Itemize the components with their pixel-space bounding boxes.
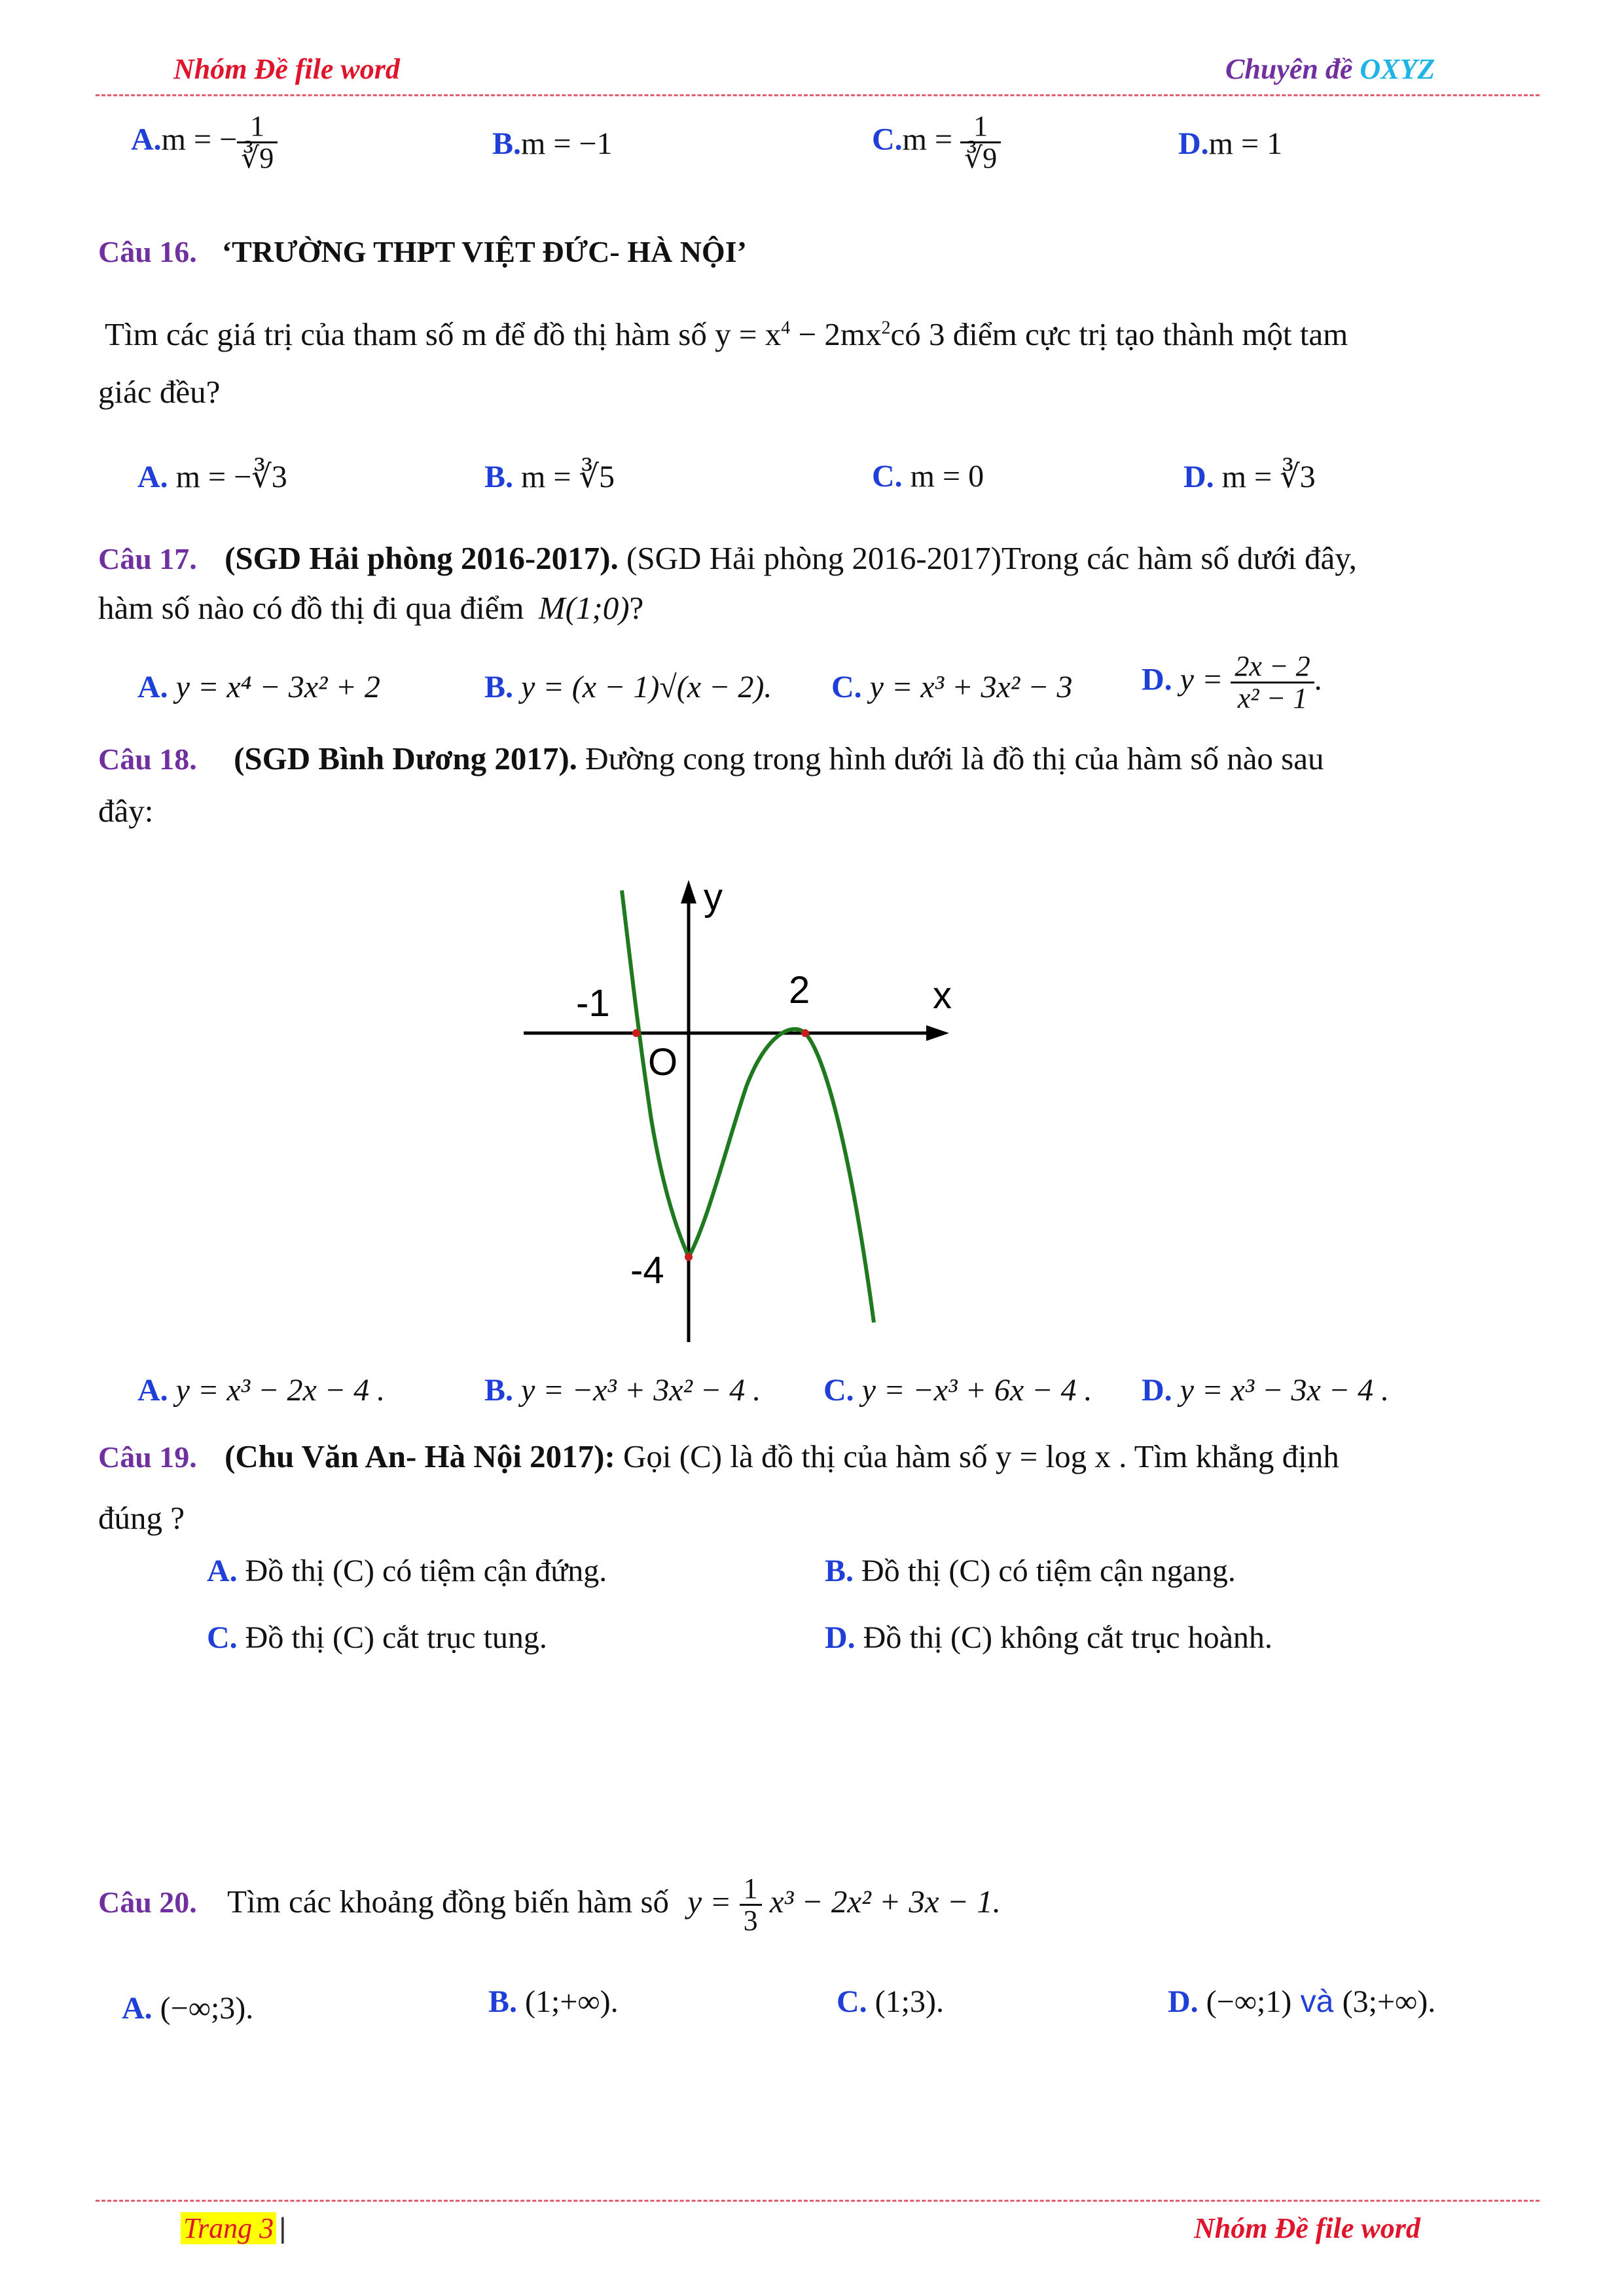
header-right-accent: OXYZ [1360, 53, 1435, 85]
option-text: Đồ thị (C) không cắt trục hoành. [863, 1620, 1272, 1655]
q19-text-line2: đúng ? [98, 1500, 185, 1536]
option-text: . [1314, 662, 1322, 697]
x-axis [524, 1025, 949, 1041]
option-text: (3;+∞). [1342, 1984, 1436, 2019]
local-min-point [685, 1253, 693, 1261]
fraction-numerator: 2x − 2 [1231, 651, 1314, 683]
option-label: D. [1178, 126, 1209, 161]
q16-option-b[interactable] [484, 458, 615, 495]
option-label: C. [837, 1984, 867, 2019]
option-text: y = −x³ + 6x − 4 . [861, 1373, 1092, 1408]
q15-option-a[interactable] [131, 111, 278, 173]
option-text: y = −x³ + 3x² − 4 . [521, 1373, 761, 1408]
option-text: Đồ thị (C) có tiệm cận đứng. [245, 1554, 607, 1588]
q19-option-b[interactable] [825, 1553, 1236, 1589]
question-text: (SGD Hải phòng 2016-2017)Trong các hàm số dưới đây, [626, 540, 1357, 576]
option-label: B. [484, 670, 514, 704]
question-label: Câu 20. [98, 1885, 197, 1919]
option-text: (−∞;1) [1206, 1984, 1292, 2019]
q16-option-d[interactable] [1183, 458, 1316, 495]
option-label: D. [825, 1620, 856, 1655]
option-label: B. [484, 1373, 514, 1408]
option-label: C. [872, 122, 903, 157]
q17-text-line1 [98, 539, 1357, 577]
question-source: (SGD Bình Dương 2017). [234, 740, 577, 776]
q18-cubic-graph [511, 871, 982, 1342]
q20-option-b[interactable] [488, 1984, 619, 2020]
option-text: m = [902, 122, 961, 157]
function-body: x³ − 2x² + 3x − 1. [769, 1883, 1001, 1920]
q18-option-a[interactable] [137, 1372, 385, 1408]
page-number: Trang 3 [181, 2212, 276, 2244]
q19-option-c[interactable] [207, 1620, 547, 1656]
q16-heading [98, 234, 747, 269]
fraction-denominator: ∛9 [241, 142, 274, 175]
option-label: C. [207, 1620, 238, 1655]
header-right [1225, 52, 1435, 86]
text: có 3 điểm cực trị tạo thành một tam [890, 316, 1348, 352]
question-text: ? [629, 590, 644, 626]
option-label: A. [122, 1991, 153, 2026]
footer-right: Nhóm Đề file word [1194, 2212, 1420, 2244]
question-text: Gọi (C) là đồ thị của hàm số y = log x . Tìm khẳng định [623, 1438, 1339, 1474]
option-connector: và [1291, 1984, 1343, 2019]
q16-text-line1 [105, 316, 1348, 353]
option-label: D. [1142, 1373, 1172, 1408]
option-text: m = −1 [521, 126, 613, 161]
point-m: M(1;0) [538, 590, 630, 626]
option-text: m = 1 [1208, 126, 1283, 161]
fraction-denominator: ∛9 [964, 142, 998, 175]
option-label: A. [207, 1554, 238, 1588]
option-text: m = 0 [910, 459, 984, 494]
option-text: m = ∛3 [1221, 460, 1316, 494]
q19-option-d[interactable] [825, 1620, 1272, 1656]
q19-text-line1 [98, 1438, 1339, 1475]
q15-option-d[interactable] [1178, 126, 1282, 162]
option-label: C. [831, 670, 862, 704]
question-label: Câu 18. [98, 742, 197, 776]
q18-option-b[interactable] [484, 1372, 761, 1408]
fraction-denominator: 3 [743, 1904, 758, 1937]
question-text: Tìm các khoảng đồng biến hàm số [227, 1883, 670, 1920]
option-label: B. [484, 460, 514, 494]
exponent: 4 [781, 318, 791, 338]
question-text: Đường cong trong hình dưới là đồ thị của hàm số nào sau [585, 740, 1324, 776]
question-source: ‘TRƯỜNG THPT VIỆT ĐỨC- HÀ NỘI’ [221, 235, 747, 268]
option-text: y = x³ − 2x − 4 . [175, 1373, 386, 1408]
option-label: B. [488, 1984, 518, 2019]
option-text: Đồ thị (C) cắt trục tung. [245, 1620, 547, 1655]
root-point [632, 1029, 640, 1037]
q17-option-a[interactable] [137, 669, 380, 705]
y-axis-label: y [704, 876, 723, 919]
question-label: Câu 17. [98, 542, 197, 575]
option-label: D. [1183, 460, 1214, 494]
tick-label-neg1: -1 [576, 982, 610, 1025]
q20-option-c[interactable] [837, 1984, 944, 2020]
fraction-numerator: 1 [237, 111, 278, 143]
q17-option-c[interactable] [831, 669, 1073, 705]
x-axis-label: x [933, 974, 952, 1017]
option-text: y = x³ − 3x − 4 . [1180, 1373, 1390, 1408]
question-source: (Chu Văn An- Hà Nội 2017): [225, 1438, 615, 1474]
option-label: A. [137, 1373, 168, 1408]
option-label: B. [825, 1554, 854, 1588]
origin-label: O [648, 1041, 678, 1084]
option-text: y = (x − 1)√(x − 2). [521, 670, 772, 704]
q16-option-c[interactable] [872, 458, 984, 494]
tick-label-2: 2 [789, 969, 810, 1011]
footer-left [181, 2212, 287, 2245]
option-text: m = −∛3 [175, 460, 287, 494]
fraction-numerator: 1 [740, 1874, 762, 1906]
q18-option-c[interactable] [823, 1372, 1092, 1408]
option-label: A. [131, 122, 162, 157]
q15-option-b[interactable] [492, 126, 613, 162]
question-text: hàm số nào có đồ thị đi qua điểm [98, 590, 524, 626]
option-label: A. [137, 670, 168, 704]
local-max-point [801, 1029, 809, 1037]
q16-text-line2: giác đều? [98, 374, 221, 410]
option-text: Đồ thị (C) có tiệm cận ngang. [861, 1554, 1236, 1588]
q19-option-a[interactable] [207, 1553, 607, 1589]
option-text: m = − [161, 122, 238, 157]
option-text: y = x³ + 3x² − 3 [869, 670, 1073, 704]
q17-text-line2 [98, 589, 643, 627]
text: − 2mx [790, 316, 882, 352]
question-source: (SGD Hải phòng 2016-2017). [225, 540, 619, 576]
q17-option-b[interactable] [484, 669, 772, 705]
option-text: m = ∛5 [521, 460, 615, 494]
q20-option-d[interactable] [1168, 1984, 1435, 2020]
option-text: (1;+∞). [525, 1984, 619, 2019]
text: Tìm các giá trị của tham số m để đồ thị hàm số y = x [105, 316, 782, 352]
option-label: A. [137, 460, 168, 494]
fraction-numerator: 1 [960, 111, 1001, 143]
q20-text [98, 1874, 1001, 1936]
q20-option-a[interactable] [122, 1990, 253, 2026]
header-right-prefix: Chuyên đề [1225, 53, 1360, 85]
option-text: y = [1180, 662, 1223, 697]
q15-option-c[interactable] [872, 111, 1001, 173]
option-text: y = x⁴ − 3x² + 2 [175, 670, 380, 704]
q16-option-a[interactable] [137, 458, 287, 495]
option-label: B. [492, 126, 522, 161]
q18-option-d[interactable] [1142, 1372, 1389, 1408]
option-label: C. [872, 459, 903, 494]
q18-text-line2: đây: [98, 793, 154, 829]
option-label: D. [1168, 1984, 1199, 2019]
option-label: C. [823, 1373, 854, 1408]
y-axis [681, 880, 696, 1342]
question-label: Câu 19. [98, 1440, 197, 1474]
q18-text-line1 [98, 740, 1324, 777]
fraction-denominator: x² − 1 [1237, 682, 1308, 715]
question-label: Câu 16. [98, 235, 197, 268]
tick-label-neg4: -4 [630, 1249, 664, 1292]
option-text: (1;3). [875, 1984, 944, 2019]
header-divider [96, 94, 1540, 96]
option-text: (−∞;3). [160, 1991, 254, 2026]
footer-divider [96, 2200, 1540, 2202]
exponent: 2 [881, 318, 891, 338]
option-label: D. [1142, 662, 1172, 697]
header-left: Nhóm Đề file word [173, 53, 400, 85]
footer-separator: | [279, 2212, 287, 2244]
function-prefix: y = [687, 1883, 732, 1920]
q17-option-d[interactable] [1142, 651, 1322, 714]
